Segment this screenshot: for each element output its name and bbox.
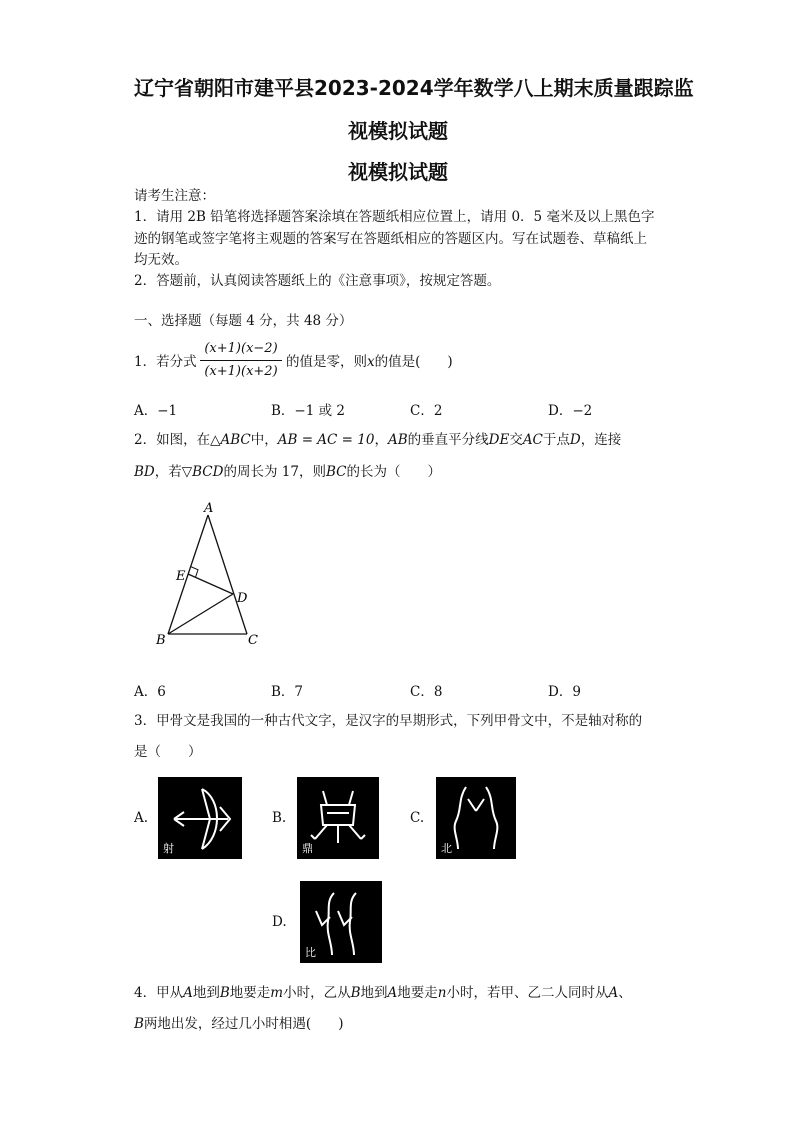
segment-bd (168, 594, 233, 634)
q1-suffix-b: 的值是( ) (374, 354, 453, 370)
q2-option-d[interactable]: D．9 (548, 684, 581, 700)
q3-option-a-image[interactable] (158, 777, 242, 859)
notice-item2: 2．答题前，认真阅读答题纸上的《注意事项》，按规定答题。 (134, 273, 501, 289)
q2-segment-bd: BD (134, 464, 155, 480)
q1-var: x (367, 354, 375, 370)
q2-option-b[interactable]: B．7 (271, 684, 304, 700)
q2-segment-bc: BC (325, 464, 347, 480)
q3-stem-line2: 是（ ） (134, 744, 202, 760)
q3-option-b-image[interactable] (297, 777, 379, 859)
q2-option-c[interactable]: C．8 (410, 684, 443, 700)
label-a: A (204, 501, 214, 516)
page-title-line1: 辽宁省朝阳市建平县2023-2024学年数学八上期末质量跟踪监 (134, 76, 694, 100)
q3-option-d-letter[interactable]: D. (272, 914, 287, 930)
q4-text: 地要走 (229, 985, 271, 1001)
q3-option-c-caption: 北 (441, 842, 452, 855)
q2-triangle-figure (150, 500, 270, 650)
q2-segment-de: DE (488, 432, 510, 448)
q3-option-a-caption: 射 (163, 842, 174, 855)
q4-place-a: A (387, 985, 398, 1001)
q2-triangle-bcd: ▽BCD (181, 464, 224, 480)
q4-text: 、 (618, 985, 632, 1001)
q1-option-b[interactable]: B．−1 或 2 (271, 403, 345, 419)
q4-place-b: B (134, 1016, 144, 1032)
q1-option-d[interactable]: D．−2 (548, 403, 593, 419)
q2-text: 交 (509, 432, 523, 448)
q2-text: 于点 (542, 432, 570, 448)
label-e: E (176, 569, 186, 584)
q3-option-c-letter[interactable]: C. (410, 810, 425, 826)
segment-ac (208, 515, 247, 634)
q1-denominator: (x+1)(x+2) (204, 364, 278, 379)
q3-option-c-image[interactable] (436, 777, 516, 859)
label-d: D (237, 591, 248, 606)
label-c: C (248, 633, 258, 648)
q2-segment-ab: AB (387, 432, 408, 448)
notice-heading: 请考生注意： (134, 188, 215, 204)
q4-place-b: B (219, 985, 230, 1001)
q4-place-b: B (350, 985, 361, 1001)
q2-text: ，若 (154, 464, 182, 480)
q2-stem-line1 (134, 430, 621, 450)
q2-segment-ac: AC (522, 432, 543, 448)
q3-option-a-letter[interactable]: A. (134, 810, 149, 826)
page-title-line2: 视模拟试题 (348, 119, 448, 143)
q2-text: 中， (250, 432, 278, 448)
q2-triangle: △ABC (210, 432, 251, 448)
q2-option-a[interactable]: A．6 (134, 684, 166, 700)
q2-stem-line2 (134, 462, 441, 482)
q4-text: 4．甲从 (134, 985, 184, 1001)
q4-place-a: A (183, 985, 193, 1001)
q1-numerator: (x+1)(x−2) (204, 341, 278, 356)
label-b: B (156, 633, 166, 648)
q1-option-a[interactable]: A．−1 (134, 403, 178, 419)
fraction-bar (200, 360, 282, 361)
q3-stem-line1: 3．甲骨文是我国的一种古代文字，是汉字的早期形式，下列甲骨文中，不是轴对称的 (134, 713, 643, 729)
q4-text: 地要走 (397, 985, 438, 1001)
segment-ed (188, 574, 233, 594)
q3-option-b-letter[interactable]: B. (272, 810, 287, 826)
q1-stem-end (286, 352, 453, 372)
q4-var-m: m (270, 985, 284, 1001)
notice-item1-line1: 1．请用 2B 铅笔将选择题答案涂填在答题纸相应位置上，请用 0．5 毫米及以上黑色字 (134, 209, 655, 225)
q4-text: 小时，乙从 (283, 985, 351, 1001)
q4-place-a: A (608, 985, 619, 1001)
q2-text: 2．如图，在 (134, 432, 211, 448)
q4-stem-line2 (134, 1014, 343, 1034)
q1-suffix-a: 的值是零，则 (286, 354, 367, 370)
q2-equation: AB = AC = 10 (277, 432, 375, 448)
page-title-line3: 视模拟试题 (348, 160, 448, 184)
q2-text: ，连接 (580, 432, 622, 448)
section-heading: 一、选择题（每题 4 分，共 48 分） (134, 313, 353, 329)
q3-option-d-caption: 比 (305, 946, 316, 959)
q4-text: 小时，若甲、乙二人同时从 (446, 985, 609, 1001)
q1-fraction (200, 340, 282, 381)
q2-point-d: D (569, 432, 581, 448)
q4-text: 两地出发，经过几小时相遇( ) (143, 1016, 344, 1032)
notice-item1-line2: 迹的钢笔或签字笔将主观题的答案写在答题纸相应的答题区内。写在试题卷、草稿纸上 (134, 231, 647, 247)
notice-item1-line3: 均无效。 (134, 252, 188, 268)
q4-stem-line1 (134, 983, 632, 1003)
q2-text: 的长为（ ） (346, 464, 441, 480)
q1-option-c[interactable]: C．2 (410, 403, 443, 419)
q2-text: 的垂直平分线 (407, 432, 489, 448)
q3-option-d-image[interactable] (300, 881, 382, 963)
q4-text: 地到 (360, 985, 388, 1001)
q4-var-n: n (437, 985, 447, 1001)
q2-text: 的周长为 17，则 (223, 464, 326, 480)
q1-prefix: 1．若分式 (134, 354, 197, 370)
q3-option-b-caption: 鼎 (302, 842, 313, 855)
q4-text: 地到 (192, 985, 220, 1001)
q2-text: ， (374, 432, 388, 448)
